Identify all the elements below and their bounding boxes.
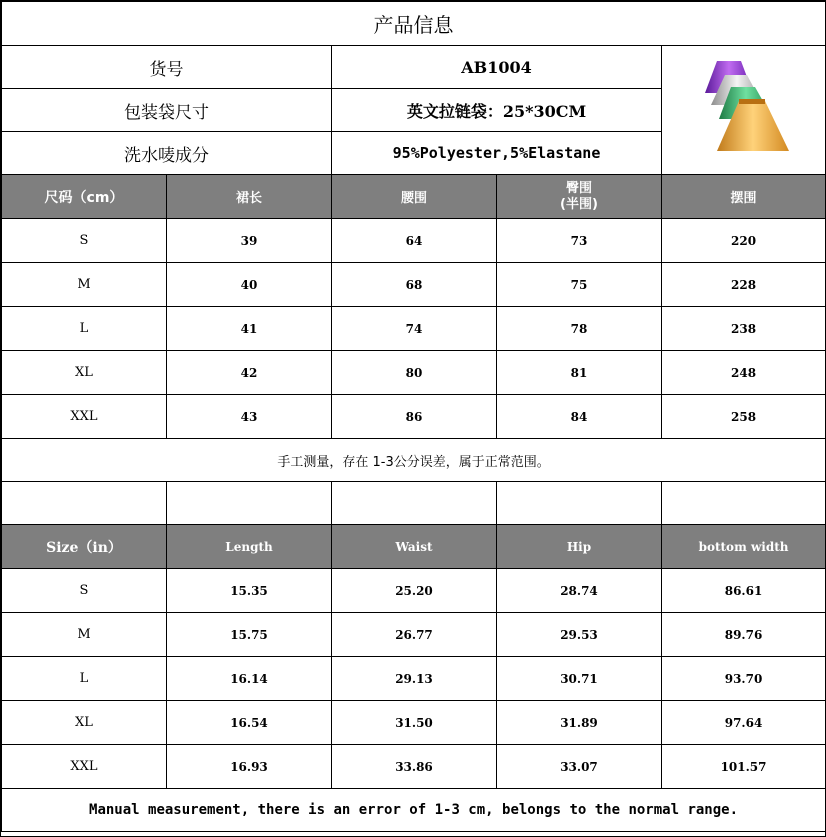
table-cell: 73	[497, 219, 662, 263]
cm-header-waist: 腰围	[332, 175, 497, 219]
table-cell: 28.74	[497, 569, 662, 613]
table-row	[2, 351, 826, 395]
empty-cell	[497, 482, 662, 525]
table-cell: 33.07	[497, 745, 662, 789]
table-cell: 258	[662, 395, 826, 439]
table-cell: 89.76	[662, 613, 826, 657]
table-cell: 31.50	[332, 701, 497, 745]
table-cell: 15.75	[167, 613, 332, 657]
spacer-row	[2, 482, 826, 525]
table-cell: XXL	[2, 745, 167, 789]
table-row	[2, 569, 826, 613]
metallic-skirts-image	[689, 53, 799, 163]
bag-size-value: 英文拉链袋：25*30CM	[332, 89, 662, 132]
table-cell: XL	[2, 701, 167, 745]
table-cell: 31.89	[497, 701, 662, 745]
table-cell: 75	[497, 263, 662, 307]
table-cell: 33.86	[332, 745, 497, 789]
in-header-waist: Waist	[332, 525, 497, 569]
table-cell: 41	[167, 307, 332, 351]
table-cell: 43	[167, 395, 332, 439]
table-cell: 42	[167, 351, 332, 395]
table-cell: 238	[662, 307, 826, 351]
item-no-label: 货号	[2, 46, 332, 89]
table-cell: 97.64	[662, 701, 826, 745]
cm-measurement-note: 手工测量，存在 1-3公分误差，属于正常范围。	[2, 439, 826, 482]
wash-label-label: 洗水唛成分	[2, 132, 332, 175]
table-row	[2, 219, 826, 263]
table-cell: 16.93	[167, 745, 332, 789]
product-image	[662, 46, 826, 175]
table-cell: 68	[332, 263, 497, 307]
table-cell: 74	[332, 307, 497, 351]
table-row	[2, 307, 826, 351]
table-row	[2, 745, 826, 789]
table-cell: L	[2, 307, 167, 351]
empty-cell	[662, 482, 826, 525]
table-cell: 64	[332, 219, 497, 263]
empty-cell	[167, 482, 332, 525]
in-header-length: Length	[167, 525, 332, 569]
cm-header-hip: 臀围 (半围)	[497, 175, 662, 219]
product-info-table	[1, 1, 826, 832]
cm-header-size: 尺码（cm）	[2, 175, 167, 219]
table-cell: 86.61	[662, 569, 826, 613]
table-cell: 248	[662, 351, 826, 395]
table-cell: 29.53	[497, 613, 662, 657]
table-row	[2, 395, 826, 439]
table-cell: S	[2, 569, 167, 613]
table-cell: 93.70	[662, 657, 826, 701]
table-cell: 16.54	[167, 701, 332, 745]
table-cell: 39	[167, 219, 332, 263]
table-cell: L	[2, 657, 167, 701]
table-cell: S	[2, 219, 167, 263]
cm-header-length: 裙长	[167, 175, 332, 219]
cm-header-bottom: 摆围	[662, 175, 826, 219]
table-cell: 84	[497, 395, 662, 439]
table-cell: 15.35	[167, 569, 332, 613]
bag-size-label: 包装袋尺寸	[2, 89, 332, 132]
empty-cell	[332, 482, 497, 525]
table-cell: 16.14	[167, 657, 332, 701]
table-cell: 80	[332, 351, 497, 395]
table-cell: XL	[2, 351, 167, 395]
cm-table-header	[2, 175, 826, 219]
table-cell: 228	[662, 263, 826, 307]
empty-cell	[2, 482, 167, 525]
table-cell: 25.20	[332, 569, 497, 613]
in-measurement-note: Manual measurement, there is an error of 1-3 cm, belongs to the normal range.	[2, 789, 826, 832]
table-row	[2, 701, 826, 745]
table-cell: 78	[497, 307, 662, 351]
in-header-hip: Hip	[497, 525, 662, 569]
page-title: 产品信息	[2, 2, 826, 46]
in-header-bottom: bottom width	[662, 525, 826, 569]
table-cell: 30.71	[497, 657, 662, 701]
table-cell: 40	[167, 263, 332, 307]
item-no-value: AB1004	[332, 46, 662, 89]
table-cell: 29.13	[332, 657, 497, 701]
table-cell: 220	[662, 219, 826, 263]
table-cell: M	[2, 263, 167, 307]
table-cell: M	[2, 613, 167, 657]
table-cell: 101.57	[662, 745, 826, 789]
table-row	[2, 657, 826, 701]
table-row	[2, 613, 826, 657]
table-cell: XXL	[2, 395, 167, 439]
table-cell: 81	[497, 351, 662, 395]
wash-label-value: 95%Polyester,5%Elastane	[332, 132, 662, 175]
in-table-header	[2, 525, 826, 569]
in-header-size: Size（in）	[2, 525, 167, 569]
table-cell: 86	[332, 395, 497, 439]
table-cell: 26.77	[332, 613, 497, 657]
table-row	[2, 263, 826, 307]
